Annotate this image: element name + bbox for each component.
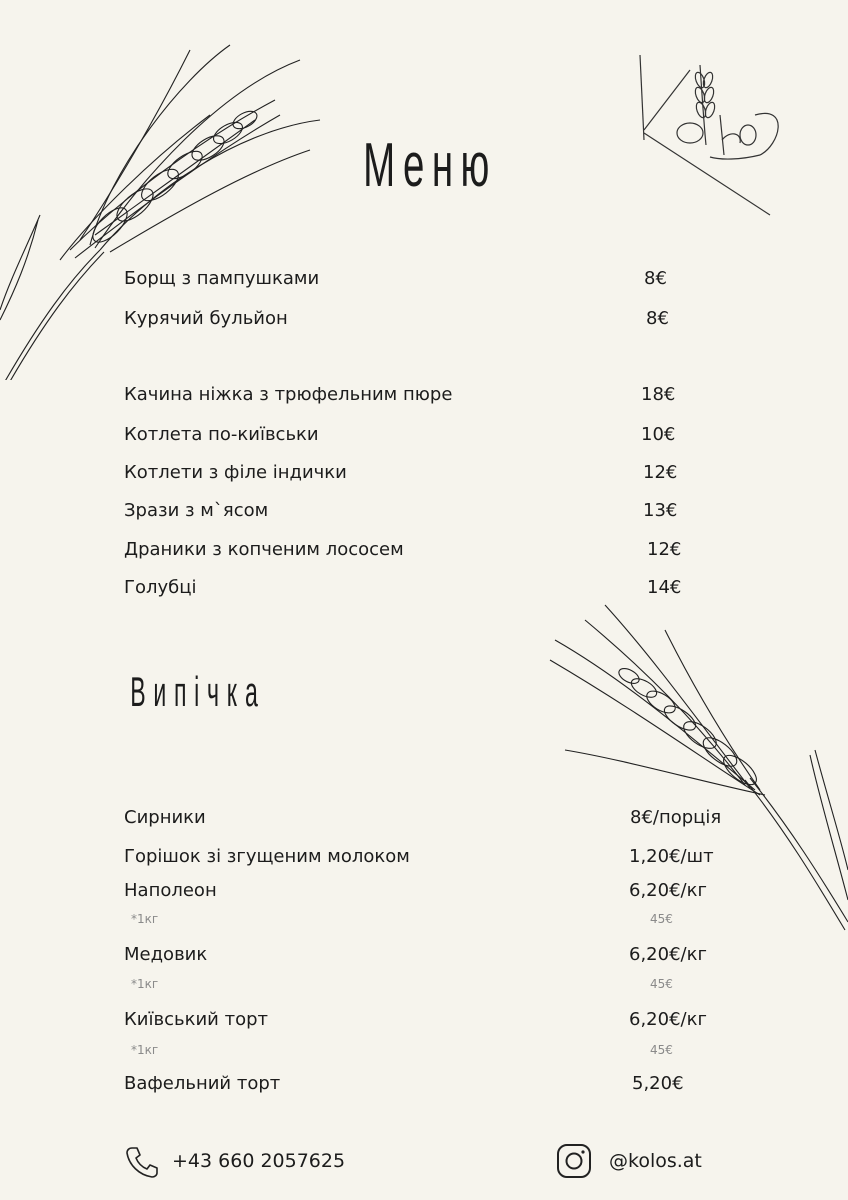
pastry-item-price: 1,20€/шт <box>629 846 714 867</box>
menu-title: Меню <box>363 131 497 200</box>
pastry-item-price: 5,20€ <box>632 1073 684 1094</box>
pastry-item-weight-price: 45€ <box>650 977 673 991</box>
pastry-item-name: Київський торт <box>124 1009 268 1030</box>
pastry-item-price: 6,20€/кг <box>629 944 707 965</box>
menu-item-name: Курячий бульйон <box>124 308 288 329</box>
menu-item-price: 18€ <box>641 384 676 405</box>
pastry-item-name: Горішок зі згущеним молоком <box>124 846 410 867</box>
pastry-item-name: Сирники <box>124 807 206 828</box>
pastry-item-price: 6,20€/кг <box>629 880 707 901</box>
pastry-item-weight: *1кг <box>131 1043 159 1057</box>
menu-item-name: Голубці <box>124 577 197 598</box>
menu-item-price: 13€ <box>643 500 678 521</box>
phone-number[interactable]: +43 660 2057625 <box>172 1150 346 1172</box>
menu-item-price: 10€ <box>641 424 676 445</box>
pastry-item-weight-price: 45€ <box>650 912 673 926</box>
menu-item-price: 8€ <box>644 268 667 289</box>
pastry-item-name: Медовик <box>124 944 208 965</box>
menu-item-price: 12€ <box>647 539 682 560</box>
pastry-item-weight: *1кг <box>131 977 159 991</box>
menu-item-price: 12€ <box>643 462 678 483</box>
phone-icon <box>124 1144 160 1180</box>
instagram-handle[interactable]: @kolos.at <box>609 1150 702 1172</box>
pastry-item-weight-price: 45€ <box>650 1043 673 1057</box>
menu-item-name: Котлета по-київськи <box>124 424 319 445</box>
pastry-item-name: Наполеон <box>124 880 217 901</box>
pastry-item-name: Вафельний торт <box>124 1073 281 1094</box>
pastry-item-price: 8€/порція <box>630 807 722 828</box>
menu-item-name: Котлети з філе індички <box>124 462 347 483</box>
pastry-item-price: 6,20€/кг <box>629 1009 707 1030</box>
menu-item-name: Борщ з пампушками <box>124 268 320 289</box>
menu-item-name: Драники з копченим лососем <box>124 539 404 560</box>
wheat-illustration-bottom <box>545 600 848 960</box>
kolos-logo <box>630 45 790 220</box>
menu-item-name: Зрази з м`ясом <box>124 500 269 521</box>
pastry-section-title: Випічка <box>130 668 266 715</box>
menu-item-price: 8€ <box>646 308 669 329</box>
pastry-item-weight: *1кг <box>131 912 159 926</box>
menu-item-name: Качина ніжка з трюфельним пюре <box>124 384 453 405</box>
instagram-icon <box>556 1143 592 1179</box>
menu-item-price: 14€ <box>647 577 682 598</box>
